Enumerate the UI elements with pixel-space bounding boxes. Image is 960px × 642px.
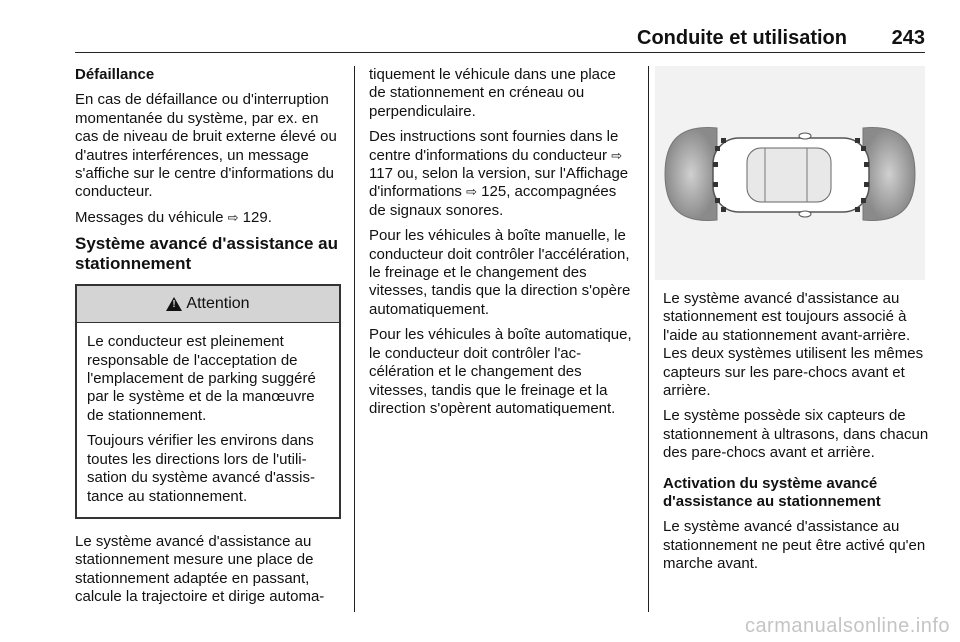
section-title: Conduite et utilisation (637, 27, 847, 49)
column-divider-1 (354, 66, 355, 612)
attention-paragraph-2: Toujours vérifier les environs dans toutes les directions lors de l'utilisation du système avancé d'assistance au stationnement. (87, 432, 315, 505)
paragraph-messages-ref (75, 209, 341, 227)
paragraph-manual-gearbox: Pour les véhicules à boîte manuelle, le conducteur doit contrôler l'accélération, le freinage et le changement des vitesses, tandis que la direction s'opère automatiquement. (369, 227, 631, 318)
instructions-ref-2[interactable]: 125, accompagnées de signaux sonores. (369, 183, 617, 219)
instructions-ref-1[interactable]: 117 ou, selon la version, sur l'Affichage d'informations (369, 165, 629, 201)
arrow-ref-icon: ⇨ (611, 147, 623, 163)
paragraph-mesure: Le système avancé d'assistance au stationnement mesure une place de stationnement adaptée en passant, calcule la trajectoire et dirige automa- (75, 532, 325, 606)
page-header (75, 26, 925, 53)
attention-box (75, 284, 341, 519)
arrow-ref-icon: ⇨ (466, 184, 477, 200)
ref-page[interactable]: 129. (242, 208, 272, 226)
mirror-left (799, 133, 811, 139)
paragraph-capteurs: Le système possède six capteurs de stationnement à ultrasons, dans chacun des pare-chocs avant et arrière. (663, 407, 929, 462)
car-cabin (747, 148, 831, 202)
paragraph-defaillance: En cas de défaillance ou d'interruption momentanée du système, par ex. en cas de niveau de bruit externe élevé ou d'autres interférences, un message s'affiche sur le centre d'informations du conducteur. (75, 91, 337, 201)
heading-activation: Activation du système avancé d'assistance au stationnement (663, 474, 881, 511)
paragraph-instructions (369, 128, 635, 220)
paragraph-activation: Le système avancé d'assistance au stationnement ne peut être activé qu'en marche avant. (663, 518, 926, 573)
attention-paragraph-1: Le conducteur est pleinement responsable de l'acceptation de l'emplacement de parking suggéré par le système et de la manœuvre de stationnement. (87, 333, 316, 424)
attention-header (77, 286, 339, 323)
mirror-right (799, 211, 811, 217)
ref-text: Messages du véhicule (75, 208, 224, 226)
instructions-text: Des instructions sont fournies dans le centre d'informations du conducteur (369, 128, 619, 164)
warning-triangle-icon (166, 297, 182, 311)
front-sensor-zone (863, 128, 915, 221)
heading-systeme-avance: Système avancé d'assistance au stationnement (75, 234, 338, 274)
paragraph-association: Le système avancé d'assistance au stationnement est toujours associé à l'aide au stationnement avant-arrière. Les deux systèmes utilisent les mêmes capteurs sur les pare-chocs avant et arrière. (663, 290, 924, 400)
parking-sensor-figure (655, 66, 925, 280)
attention-title: Attention (186, 295, 250, 313)
arrow-ref-icon: ⇨ (227, 209, 239, 225)
rear-sensor-zone (665, 128, 717, 221)
page-number: 243 (891, 27, 925, 49)
watermark: carmanualsonline.info (744, 615, 950, 637)
attention-body (77, 323, 339, 517)
column-divider-2 (648, 66, 649, 612)
column-middle (369, 66, 635, 425)
column-right (663, 290, 929, 581)
column-left (75, 66, 341, 614)
car-sensor-illustration (655, 66, 925, 280)
heading-defaillance: Défaillance (75, 66, 155, 83)
paragraph-continuation: tiquement le véhicule dans une place de stationnement en créneau ou perpendiculaire. (369, 66, 616, 120)
paragraph-automatic-gearbox: Pour les véhicules à boîte automatique, le conducteur doit contrôler l'accélération et le changement des vitesses, tandis que le freinage et la direction s'opèrent automatiquement. (369, 326, 632, 417)
